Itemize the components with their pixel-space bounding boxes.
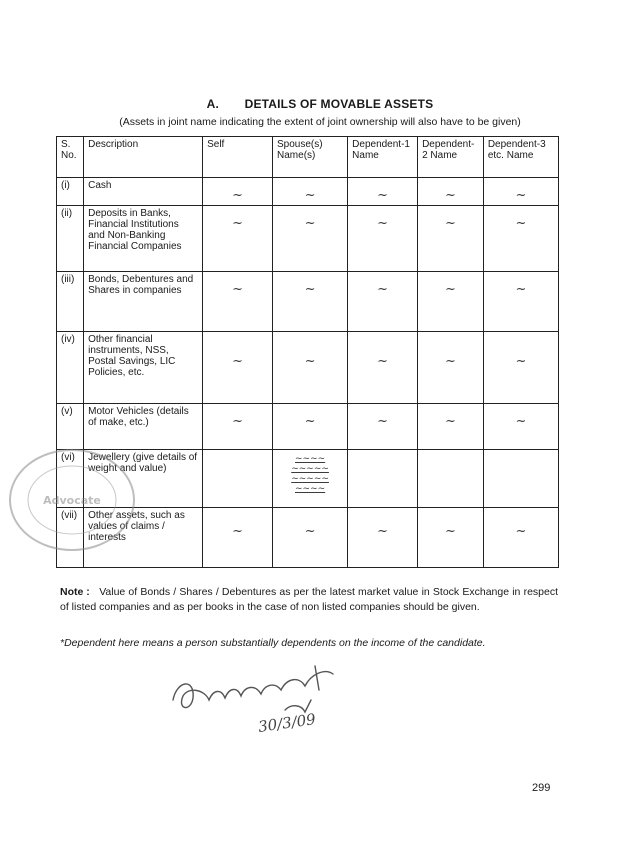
header-sno: S. No. [57,137,84,178]
handwritten-nil-mark: ~ [203,508,273,568]
handwritten-nil-mark: ~ [273,178,348,206]
header-dependent-3: Dependent-3 etc. Name [483,137,558,178]
row-description: Motor Vehicles (details of make, etc.) [84,404,203,450]
handwritten-nil-mark: ~ [418,272,484,332]
table-row [57,332,559,404]
handwritten-nil-mark: ~ [348,332,418,404]
handwritten-nil-mark: ~ [483,206,558,272]
handwritten-jewellery-note: ~~~~ ~~~~~ ~~~~~ ~~~~ [273,450,348,508]
handwritten-signature [165,660,365,750]
handwritten-nil-mark: ~ [418,404,484,450]
handwritten-nil-mark: ~ [418,332,484,404]
handwritten-nil-mark: ~ [483,272,558,332]
row-description: Jewellery (give details of weight and value) [84,450,203,508]
handwritten-nil-mark: ~ [203,404,273,450]
handwritten-nil-mark: ~ [273,206,348,272]
handwritten-nil-mark: ~ [348,404,418,450]
handwritten-nil-mark: ~ [203,178,273,206]
row-sno: (iv) [57,332,84,404]
handwritten-nil-mark: ~ [418,508,484,568]
row-sno: (v) [57,404,84,450]
handwritten-nil-mark: ~ [348,206,418,272]
signature-date: 30/3/09 [257,710,317,736]
table-row [57,206,559,272]
table-header-row [57,137,559,178]
handwritten-nil-mark: ~ [273,404,348,450]
page-number: 299 [532,782,551,794]
advocate-stamp [2,440,142,560]
note-label: Note : [60,586,90,598]
handwritten-nil-mark: ~ [483,404,558,450]
handwritten-nil-mark: ~ [418,206,484,272]
section-subtitle: (Assets in joint name indicating the extent of joint ownership will also have to be given) [119,116,521,128]
handwritten-nil-mark: ~ [483,178,558,206]
note-text: Value of Bonds / Shares / Debentures as per the latest market value in Stock Exchange in respect of listed companies and as per books in the case of non listed companies should be given. [60,586,558,613]
dependent-footnote: *Dependent here means a person substantially dependents on the income of the candidate. [60,637,486,649]
row-sno: (iii) [57,272,84,332]
handwritten-nil-mark: ~ [203,332,273,404]
empty-cell [203,450,273,508]
empty-cell [418,450,484,508]
row-description: Bonds, Debentures and Shares in companies [84,272,203,332]
row-sno: (vii) [57,508,84,568]
handwritten-nil-mark: ~ [348,272,418,332]
handwritten-nil-mark: ~ [348,508,418,568]
section-heading [0,97,640,111]
handwritten-nil-mark: ~ [273,272,348,332]
row-sno: (vi) [57,450,84,508]
handwritten-nil-mark: ~ [483,508,558,568]
row-description: Deposits in Banks, Financial Institutions and Non-Banking Financial Companies [84,206,203,272]
handwritten-nil-mark: ~ [273,508,348,568]
header-description: Description [84,137,203,178]
handwritten-nil-mark: ~ [418,178,484,206]
empty-cell [483,450,558,508]
handwritten-nil-mark: ~ [273,332,348,404]
handwritten-nil-mark: ~ [203,272,273,332]
row-description: Cash [84,178,203,206]
header-dependent-1: Dependent-1 Name [348,137,418,178]
handwritten-nil-mark: ~ [348,178,418,206]
note-paragraph [60,585,558,615]
table-row [57,178,559,206]
header-dependent-2: Dependent-2 Name [418,137,484,178]
header-spouse: Spouse(s) Name(s) [273,137,348,178]
svg-text:Advocate: Advocate [43,494,101,507]
handwritten-nil-mark: ~ [483,332,558,404]
row-sno: (i) [57,178,84,206]
row-sno: (ii) [57,206,84,272]
row-description: Other assets, such as values of claims / interests [84,508,203,568]
section-title: DETAILS OF MOVABLE ASSETS [244,97,434,111]
empty-cell [348,450,418,508]
section-letter: A. [206,97,220,111]
table-row [57,272,559,332]
handwritten-nil-mark: ~ [203,206,273,272]
row-description: Other financial instruments, NSS, Postal Savings, LIC Policies, etc. [84,332,203,404]
header-self: Self [203,137,273,178]
